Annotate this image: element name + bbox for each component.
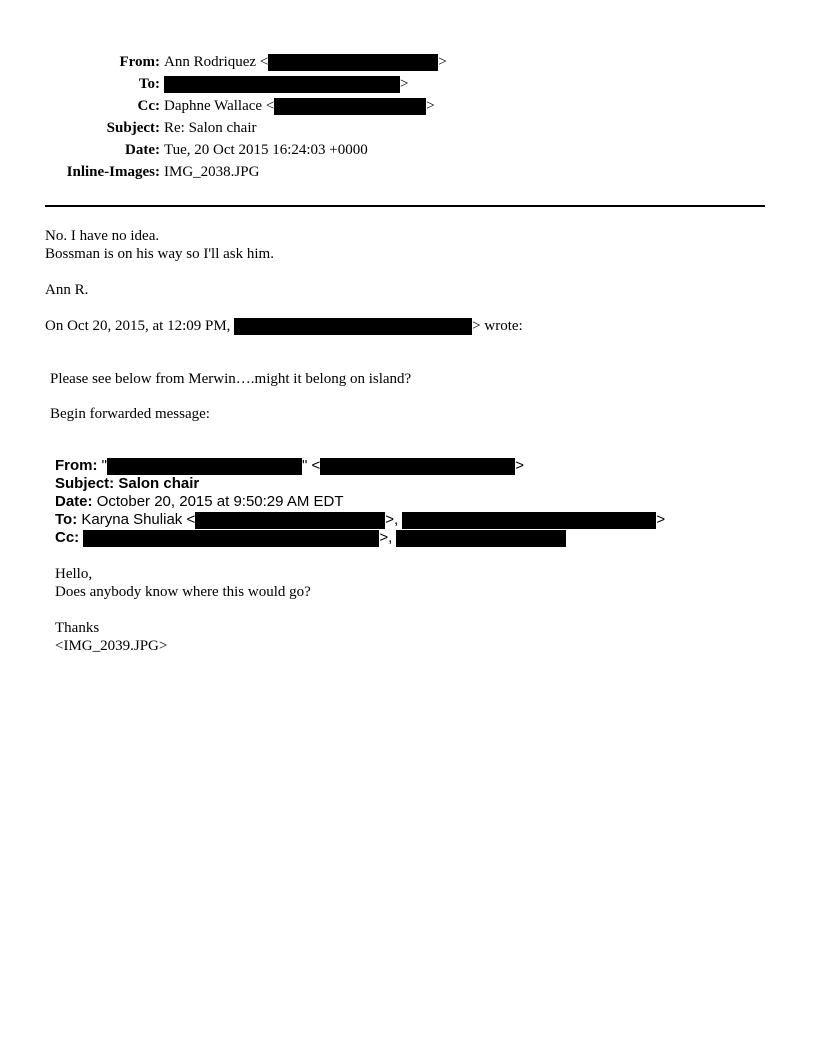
redacted-cc-email xyxy=(274,98,426,115)
fwd-body-line-3: Thanks xyxy=(55,620,100,636)
redacted-fwd-to-email-1 xyxy=(195,512,385,529)
quote-intro: On Oct 20, 2015, at 12:09 PM, > wrote: xyxy=(45,318,523,334)
body-line-1: No. I have no idea. xyxy=(45,228,160,244)
redacted-quote-sender xyxy=(234,318,472,335)
fwd-to-name: Karyna Shuliak xyxy=(81,511,183,528)
from-label: From: xyxy=(119,54,160,70)
cc-label: Cc: xyxy=(137,98,160,114)
redacted-fwd-to-email-2 xyxy=(402,512,656,529)
quote-intro-suffix: wrote: xyxy=(484,318,523,334)
fwd-cc-label: Cc: xyxy=(55,529,80,546)
inline-images-label: Inline-Images: xyxy=(66,164,160,180)
quote-intro-prefix: On Oct 20, 2015, at 12:09 PM, xyxy=(45,318,231,334)
to-label: To: xyxy=(138,76,160,92)
header-date-row xyxy=(0,139,368,161)
fwd-subject-value: Salon chair xyxy=(118,475,200,492)
header-cc-row: Cc: Daphne Wallace < > xyxy=(0,95,435,117)
fwd-to-row: To: Karyna Shuliak < >, > xyxy=(55,511,666,528)
fwd-from-row: From: " " < > xyxy=(55,457,525,474)
fwd-from-label: From: xyxy=(55,457,98,474)
header-inline-images-row xyxy=(0,161,259,183)
cc-name: Daphne Wallace xyxy=(164,98,263,114)
fwd-subject-label: Subject: xyxy=(55,475,115,492)
redacted-fwd-cc-email-2 xyxy=(396,530,566,547)
signature: Ann R. xyxy=(45,282,89,298)
fwd-to-label: To: xyxy=(55,511,78,528)
redacted-to-address xyxy=(164,76,400,93)
fwd-date-row xyxy=(55,493,344,511)
fwd-subject-row xyxy=(55,475,199,493)
header-from-row: From: Ann Rodriquez < > xyxy=(0,51,447,73)
subject-label: Subject: xyxy=(106,120,160,136)
header-to-row: To: > xyxy=(0,73,408,95)
date-label: Date: xyxy=(125,142,160,158)
fwd-date-label: Date: xyxy=(55,493,93,510)
fwd-body-line-1: Hello, xyxy=(55,566,93,582)
from-name: Ann Rodriquez xyxy=(164,54,257,70)
quoted-line-2: Begin forwarded message: xyxy=(50,406,210,422)
inline-images-value: IMG_2038.JPG xyxy=(164,164,260,180)
quoted-line-1: Please see below from Merwin….might it belong on island? xyxy=(50,371,412,387)
redacted-fwd-from-name xyxy=(107,458,302,475)
fwd-body-line-2: Does anybody know where this would go? xyxy=(55,584,311,600)
header-subject-row xyxy=(0,117,256,139)
fwd-date-value: October 20, 2015 at 9:50:29 AM EDT xyxy=(96,493,344,510)
redacted-from-email xyxy=(268,54,438,71)
subject-value: Re: Salon chair xyxy=(164,120,257,136)
fwd-cc-row: Cc: >, xyxy=(55,529,566,547)
redacted-fwd-from-email xyxy=(320,458,515,475)
header-divider xyxy=(45,205,765,207)
date-value: Tue, 20 Oct 2015 16:24:03 +0000 xyxy=(164,142,368,158)
fwd-attachment: <IMG_2039.JPG> xyxy=(55,638,168,654)
body-line-2: Bossman is on his way so I'll ask him. xyxy=(45,246,274,262)
redacted-fwd-cc-email-1 xyxy=(83,530,379,547)
